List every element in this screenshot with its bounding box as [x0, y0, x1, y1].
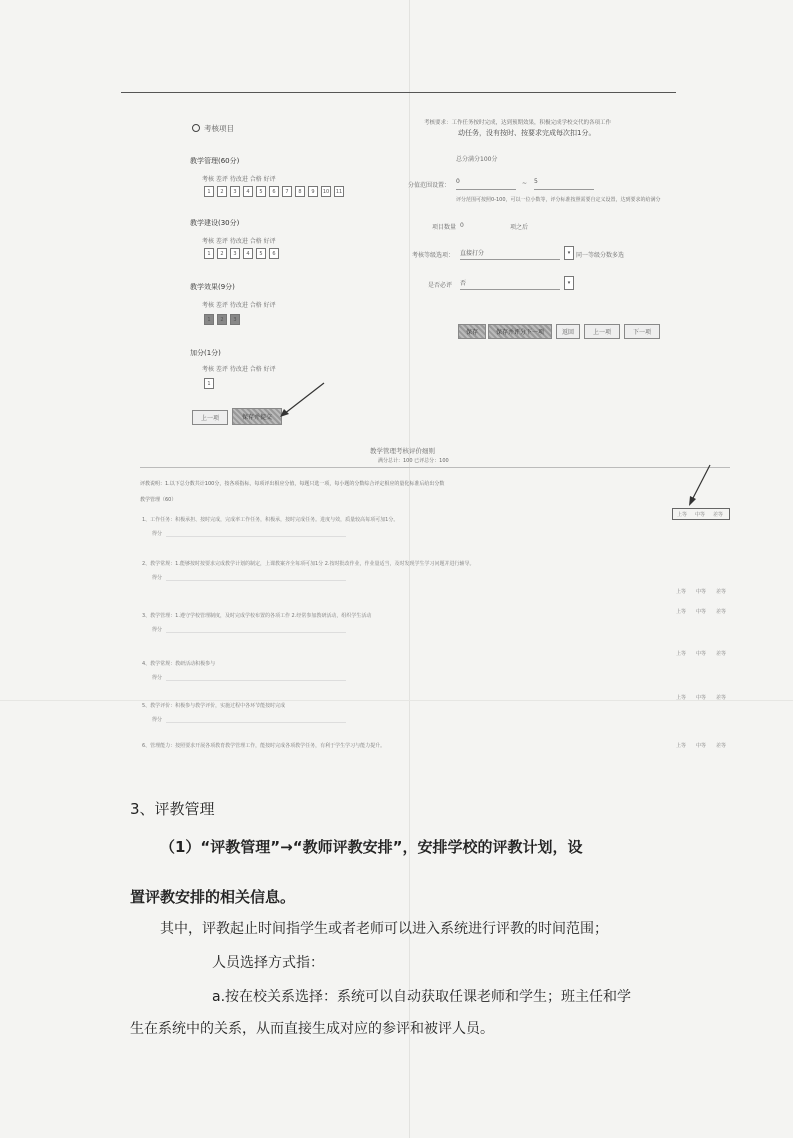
score-line[interactable] — [166, 580, 346, 581]
score-label: 得分 — [152, 627, 163, 633]
score-boxes — [204, 186, 344, 197]
score-label: 得分 — [152, 575, 163, 581]
type-note: 同一等级分数多选 — [576, 252, 625, 259]
grade-option[interactable]: 上等 — [676, 695, 687, 701]
grade-option[interactable]: 差等 — [716, 651, 727, 657]
range-separator: ~ — [522, 180, 528, 187]
score-line[interactable] — [166, 680, 346, 681]
score-box[interactable]: 5 — [256, 186, 266, 197]
criterion-text: 3、教学管理：1.遵守学校管理制度，及时完成学校布置的各项工作 2.经常参加教研活动，组织学生活动 — [142, 613, 372, 619]
section-columns: 考核 差评 待改进 合格 好评 — [202, 302, 276, 309]
count-unit: 项之后 — [510, 224, 529, 231]
prev-item-button[interactable]: 上一项 — [192, 410, 228, 425]
score-box[interactable]: 3 — [230, 314, 240, 325]
paragraph-2: 其中，评教起止时间指学生或者老师可以进入系统进行评教的时间范围； — [160, 921, 608, 937]
chevron-down-icon[interactable]: ▾ — [564, 246, 574, 260]
save-button[interactable]: 保存 — [458, 324, 486, 339]
grade-option[interactable]: 差等 — [716, 589, 727, 595]
grade-option[interactable]: 差等 — [716, 695, 727, 701]
arrow-annotation-icon — [686, 462, 716, 508]
score-box[interactable]: 10 — [321, 186, 331, 197]
type-select[interactable]: 直接打分 — [460, 248, 560, 260]
score-label: 得分 — [152, 717, 163, 723]
criterion-text: 2、教学常规：1.能够按时按要求完成教学计划的制定，上课教案齐全每项可加1分 2.按时批改作业，作业量适当，及时发现学生学习问题并进行辅导。 — [142, 561, 475, 567]
grade-option[interactable]: 上等 — [677, 512, 688, 518]
score-boxes — [204, 248, 279, 259]
score-box[interactable]: 4 — [243, 248, 253, 259]
range-to-input[interactable]: 5 — [534, 178, 594, 190]
paragraph-4-line-2: 生在系统中的关系，从而直接生成对应的参评和被评人员。 — [130, 1021, 494, 1037]
screenshot-evaluation-settings — [180, 112, 740, 442]
grade-option[interactable]: 差等 — [716, 743, 727, 749]
section-title: 教学管理(60分) — [190, 157, 240, 165]
required-label: 是否必评 — [428, 282, 453, 289]
section-columns: 考核 差评 待改进 合格 好评 — [202, 176, 276, 183]
score-line[interactable] — [166, 632, 346, 633]
required-select[interactable]: 否 — [460, 278, 560, 290]
grade-option[interactable]: 中等 — [696, 743, 707, 749]
score-box[interactable]: 5 — [256, 248, 266, 259]
score-box[interactable]: 1 — [204, 378, 214, 389]
intro-text: 评教说明：1.以下总分数共计100分，按各项指标，每项评出相应分值，每题只选一项，每小题的分数综合评定相应的量化标准后给出分数 — [140, 481, 445, 487]
score-box[interactable]: 1 — [204, 248, 214, 259]
score-label: 得分 — [152, 531, 163, 537]
grade-option[interactable]: 中等 — [696, 609, 707, 615]
grade-option[interactable]: 上等 — [676, 589, 687, 595]
save-submit-button[interactable]: 保存并提交 — [232, 408, 282, 425]
score-line[interactable] — [166, 536, 346, 537]
count-value[interactable]: 0 — [460, 222, 464, 229]
desc-line-1: 考核要求：工作任务按时完成，达到预期效果，积极完成学校交代的各项工作 — [424, 120, 612, 126]
score-box[interactable]: 2 — [217, 186, 227, 197]
count-label: 项目数量 — [432, 224, 457, 231]
grade-option[interactable]: 中等 — [696, 589, 707, 595]
score-line[interactable] — [166, 722, 346, 723]
criterion-text: 1、工作任务：积极承担、按时完成，完成率工作任务，积极承，按时完成任务。进度与效，质量较高每项可加1分。 — [142, 517, 399, 523]
score-box[interactable]: 2 — [217, 248, 227, 259]
paragraph-4-line-1: a.按在校关系选择：系统可以自动获取任课老师和学生；班主任和学 — [212, 989, 632, 1005]
radio-label: 考核项目 — [204, 124, 234, 133]
type-label: 考核等级选项： — [412, 252, 455, 259]
score-box[interactable]: 8 — [295, 186, 305, 197]
total-score: 总分满分100分 — [456, 156, 498, 163]
screenshot-evaluation-detail — [130, 440, 730, 760]
section-title: 加分(1分) — [190, 349, 221, 357]
arrow-annotation-icon — [278, 380, 328, 420]
score-boxes — [204, 378, 214, 389]
section-heading: 3、评教管理 — [130, 800, 215, 818]
next-button[interactable]: 下一项 — [624, 324, 660, 339]
section-columns: 考核 差评 待改进 合格 好评 — [202, 238, 276, 245]
detail-title: 教学管理考核评价细则 — [370, 447, 435, 455]
detail-subtitle: 满分总计：100 已评总分：100 — [378, 458, 449, 464]
grade-option[interactable]: 上等 — [676, 743, 687, 749]
score-box[interactable]: 7 — [282, 186, 292, 197]
grade-option[interactable]: 差等 — [716, 609, 727, 615]
grade-option[interactable]: 上等 — [676, 651, 687, 657]
score-box[interactable]: 2 — [217, 314, 227, 325]
section-title: 教学建设(30分) — [190, 219, 240, 227]
paragraph-1-line-1: （1）“评教管理”→“教师评教安排”，安排学校的评教计划，设 — [160, 838, 583, 856]
grade-option[interactable]: 中等 — [696, 695, 707, 701]
grade-options — [672, 508, 730, 520]
score-label: 得分 — [152, 675, 163, 681]
criterion-text: 4、教学常规：教研活动积极参与 — [142, 661, 216, 667]
grade-option[interactable]: 中等 — [696, 651, 707, 657]
score-box[interactable]: 11 — [334, 186, 344, 197]
radio-icon[interactable] — [192, 124, 200, 132]
range-label: 分值范围设置： — [408, 182, 451, 189]
grade-option[interactable]: 差等 — [713, 512, 724, 518]
desc-line-2: 动任务，没有按时、按要求完成每次扣1分。 — [458, 129, 596, 137]
section-title: 教学效果(9分) — [190, 283, 235, 291]
section-label: 教学管理（60） — [140, 497, 177, 503]
chevron-down-icon[interactable]: ▾ — [564, 276, 574, 290]
back-button[interactable]: 返回 — [556, 324, 580, 339]
score-box[interactable]: 3 — [230, 248, 240, 259]
score-box[interactable]: 4 — [243, 186, 253, 197]
save-next-button[interactable]: 保存并评分下一项 — [488, 324, 552, 339]
score-boxes — [204, 314, 240, 325]
criterion-text: 5、教学评价：积极参与教学评价，实施过程中各环节能按时完成 — [142, 703, 286, 709]
divider — [140, 467, 730, 468]
grade-option[interactable]: 中等 — [695, 512, 706, 518]
grade-option[interactable]: 上等 — [676, 609, 687, 615]
range-from-input[interactable]: 0 — [456, 178, 516, 190]
score-box[interactable]: 1 — [204, 186, 214, 197]
score-box[interactable]: 6 — [269, 186, 279, 197]
score-box[interactable]: 1 — [204, 314, 214, 325]
range-note: 评分范围可按照0-100，可以一位小数等，评分标准按照需要自定义设置，达到要求的给满分 — [456, 197, 661, 203]
paragraph-3: 人员选择方式指： — [212, 955, 324, 971]
header-rule — [121, 92, 676, 93]
prev-button[interactable]: 上一项 — [584, 324, 620, 339]
score-box[interactable]: 9 — [308, 186, 318, 197]
score-box[interactable]: 3 — [230, 186, 240, 197]
criterion-text: 6、管理能力：按照要求开展各项教育教学管理工作，能按时完成各项教学任务，有利于学生学习与能力提升。 — [142, 743, 386, 749]
paragraph-1-line-2: 置评教安排的相关信息。 — [130, 888, 296, 906]
section-columns: 考核 差评 待改进 合格 好评 — [202, 366, 276, 373]
score-box[interactable]: 6 — [269, 248, 279, 259]
